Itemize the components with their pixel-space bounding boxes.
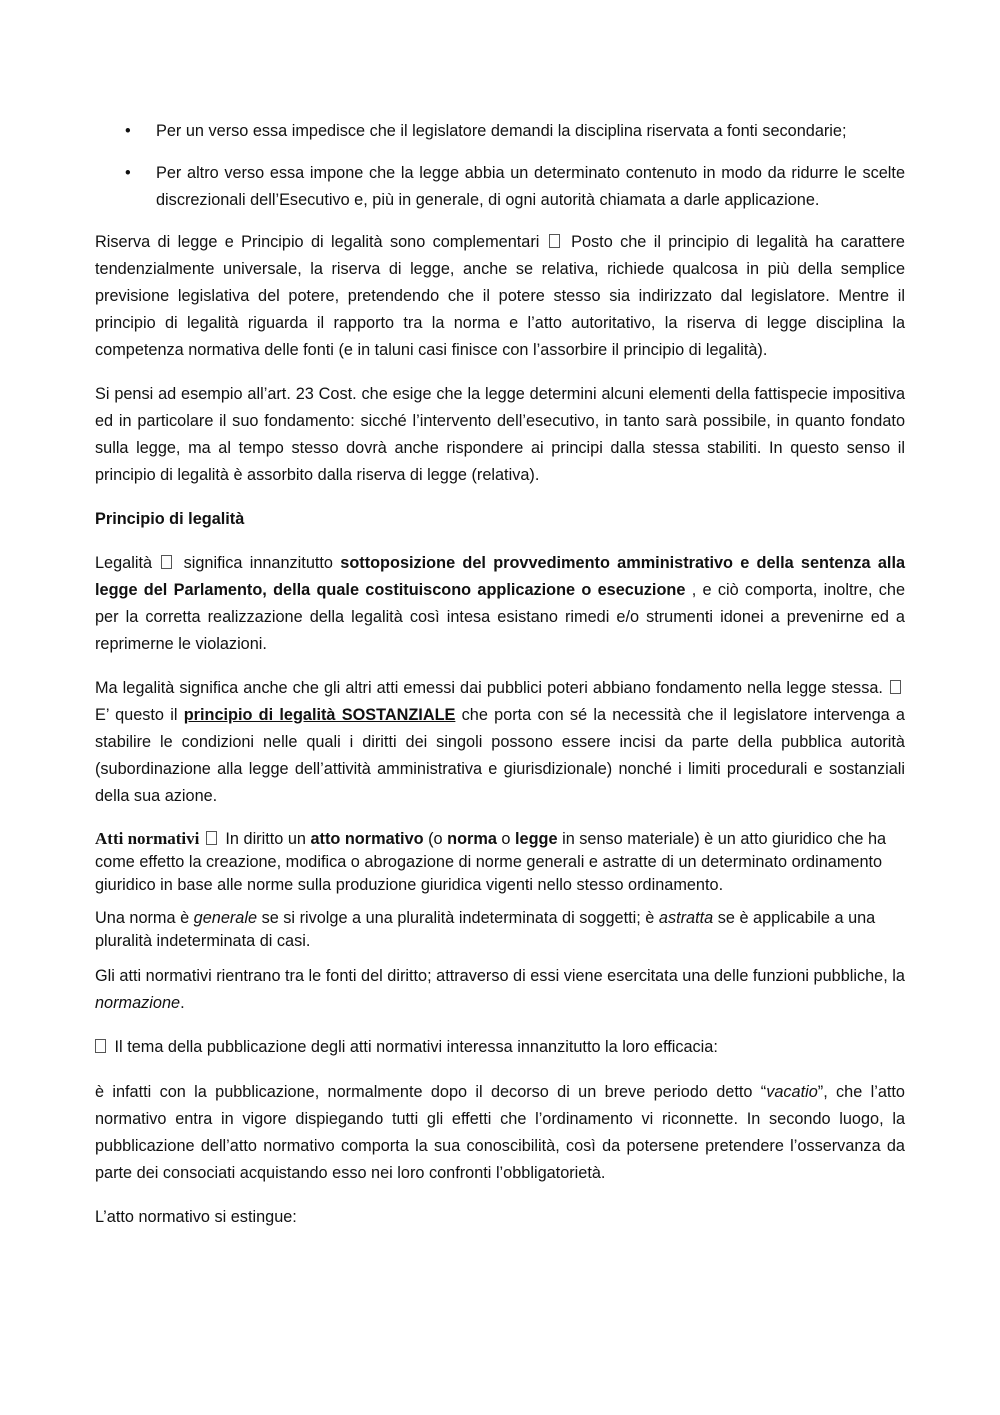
- missing-glyph-icon: [206, 831, 217, 845]
- paragraph-text: (o: [428, 830, 443, 848]
- bullet-list: [95, 118, 905, 214]
- paragraph-text: , e ciò comporta, inoltre, che per la corretta realizzazione della legalità così intesa esistano rimedi e/o strumenti idonei a prevenirne ed a reprimerne le violazioni.: [95, 581, 905, 653]
- paragraph-text: o: [501, 830, 511, 848]
- paragraph-text: Una norma è: [95, 909, 190, 927]
- missing-glyph-icon: [161, 555, 172, 569]
- bold-text: atto normativo: [310, 830, 424, 848]
- paragraph-text: Riserva di legge e Principio di legalità sono complementari: [95, 233, 540, 251]
- italic-text: vacatio: [766, 1083, 818, 1101]
- list-item: [95, 160, 905, 214]
- paragraph-fonti-diritto: [95, 963, 905, 1017]
- paragraph-text: Ma legalità significa anche che gli altri atti emessi dai pubblici poteri abbiano fondamento nella legge stessa.: [95, 679, 883, 697]
- paragraph-text: Legalità: [95, 554, 153, 572]
- section-title-atti-normativi: Atti normativi: [95, 829, 200, 848]
- italic-text: astratta: [658, 909, 714, 927]
- missing-glyph-icon: [549, 234, 560, 248]
- paragraph-estingue: L’atto normativo si estingue:: [95, 1208, 297, 1226]
- bullet-text: Per un verso essa impedisce che il legislatore demandi la disciplina riservata a fonti secondarie;: [156, 122, 847, 140]
- paragraph-text: è infatti con la pubblicazione, normalmente dopo il decorso di un breve periodo detto “: [95, 1083, 767, 1101]
- paragraph-text: Posto che il principio di legalità ha carattere tendenzialmente universale, la riserva di legge, anche se relativa, richiede qualcosa in più della semplice previsione legislativa del potere, pretendendo che il potere stesso sia indirizzato dal legislatore. Mentre il principio di legalità riguarda il rapporto tra la norma e l’atto autoritativo, la riserva di legge disciplina la competenza normativa delle fonti (e in taluni casi finisce con l’assorbire il principio di legalità).: [95, 233, 905, 359]
- section-heading-principio-legalita: Principio di legalità: [95, 510, 245, 528]
- paragraph-text: Gli atti normativi rientrano tra le fonti del diritto; attraverso di essi viene esercitata una delle funzioni pubbliche, la: [95, 967, 905, 985]
- bullet-text: Per altro verso essa impone che la legge abbia un determinato contenuto in modo da ridurre le scelte discrezionali dell’Esecutivo e, più in generale, di ogni autorità chiamata a darle applicazione.: [156, 164, 905, 209]
- paragraph-text: in senso materiale) è un atto giuridico che ha come effetto la creazione, modifica o abrogazione di norme generali e astratte di un determinato ordinamento giuridico in base alle norme sulla produzione giuridica vigenti nello stesso ordinamento.: [95, 830, 887, 894]
- paragraph-riserva-legalita: [95, 229, 905, 364]
- atti-normativi-section: [95, 827, 905, 1017]
- paragraph-vacatio: [95, 1079, 905, 1187]
- document-page: [95, 118, 905, 1248]
- paragraph-pubblicazione: [95, 1034, 905, 1061]
- paragraph-atti-normativi: [95, 827, 905, 897]
- paragraph-norma-generale: [95, 907, 905, 953]
- list-item: [95, 118, 905, 145]
- bullet-icon: •: [125, 122, 131, 140]
- paragraph-text: che porta con sé la necessità che il legislatore intervenga a stabilire le condizioni nelle quali i diritti dei singoli possono essere incisi da parte della pubblica autorità (subordinazione alla legge dell’attività amministrativa e giurisdizionale) nonché i limiti procedurali e sostanziali della sua azione.: [95, 706, 905, 805]
- paragraph-text: se si rivolge a una pluralità indeterminata di soggetti; è: [261, 909, 655, 927]
- missing-glyph-icon: [890, 680, 901, 694]
- italic-text: generale: [193, 909, 258, 927]
- paragraph-text: ”, che l’atto normativo entra in vigore dispiegando tutti gli effetti che l’ordinamento vi riconnette. In secondo luogo, la pubblicazione dell’atto normativo comporta la sua conoscibilità, così da potersene pretendere l’osservanza da parte dei consociati acquistando esso nei loro confronti l’obbligatorietà.: [95, 1083, 905, 1182]
- underlined-bold-text: principio di legalità SOSTANZIALE: [183, 706, 456, 724]
- paragraph-legalita: [95, 550, 905, 658]
- missing-glyph-icon: [95, 1039, 106, 1053]
- italic-text: normazione: [95, 994, 181, 1012]
- bold-text: legge: [515, 830, 558, 848]
- paragraph-legalita-sostanziale: [95, 675, 905, 810]
- bold-text: norma: [447, 830, 497, 848]
- paragraph-text: E’ questo il: [95, 706, 178, 724]
- bullet-icon: •: [125, 164, 131, 182]
- paragraph-text: .: [180, 994, 185, 1012]
- bold-text: sottoposizione del provvedimento amministrativo e della sentenza alla legge del Parlamento, della quale costituiscono applicazione o esecuzione: [95, 554, 906, 599]
- paragraph-text: significa innanzitutto: [183, 554, 333, 572]
- paragraph-text: se è applicabile a una pluralità indeterminata di casi.: [95, 909, 876, 950]
- paragraph-art23: Si pensi ad esempio all’art. 23 Cost. che esige che la legge determini alcuni elementi della fattispecie impositiva ed in particolare il suo fondamento: sicché l’intervento dell’esecutivo, in tanto sarà possibile, in quanto fondato sulla legge, ma al tempo stesso dovrà anche rispondere ai principi dalla stessa stabiliti. In questo senso il principio di legalità è assorbito dalla riserva di legge (relativa).: [95, 385, 905, 484]
- paragraph-text: Il tema della pubblicazione degli atti normativi interessa innanzitutto la loro efficacia:: [114, 1038, 718, 1056]
- paragraph-text: In diritto un: [225, 830, 306, 848]
